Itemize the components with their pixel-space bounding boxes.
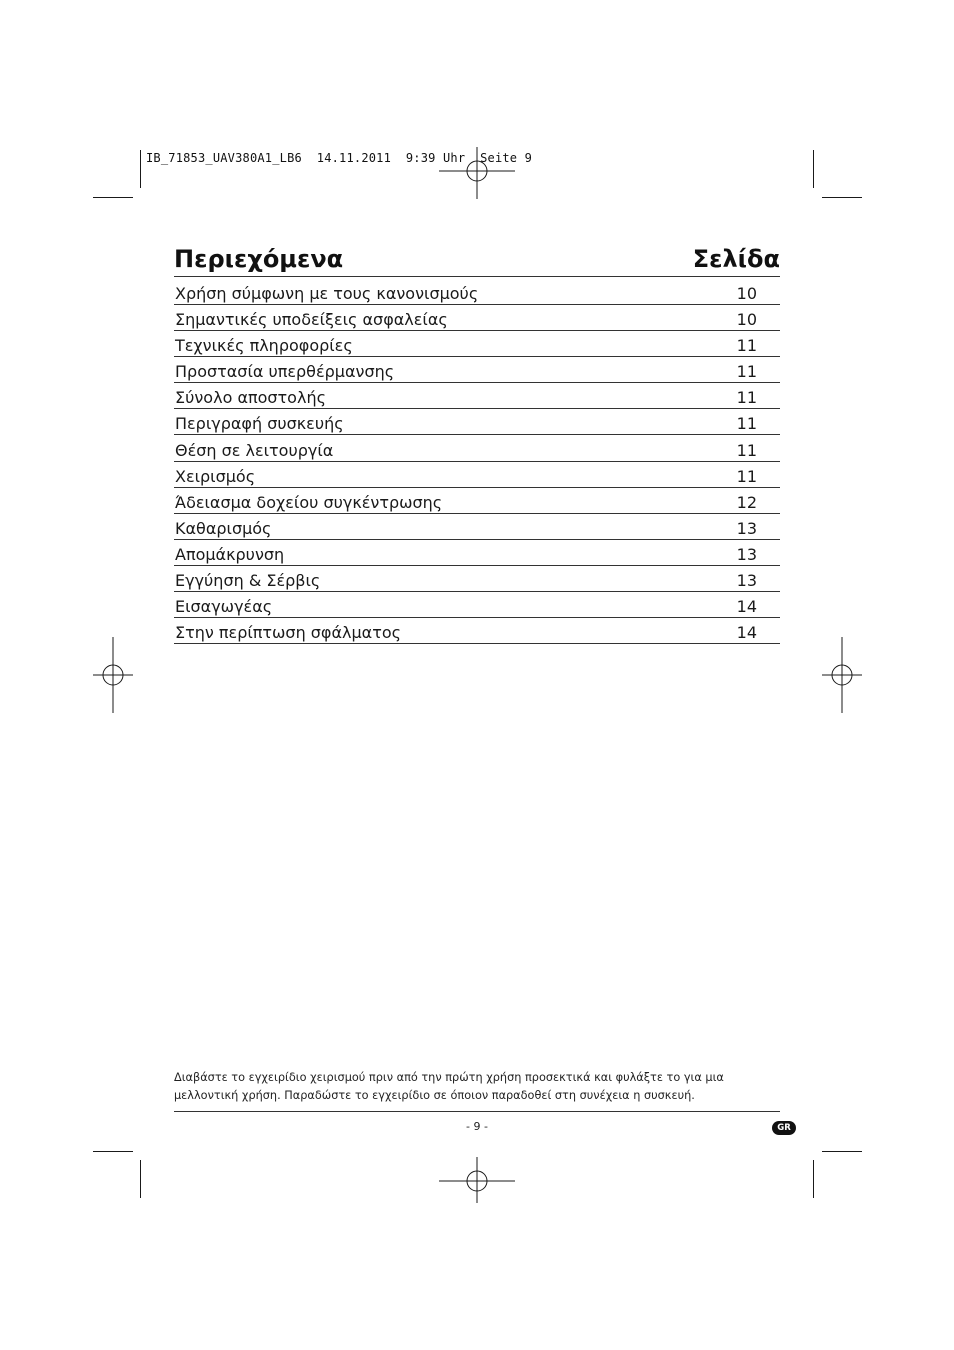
toc-entry-label: Εισαγωγέας	[175, 597, 273, 617]
toc-entry-page: 11	[736, 388, 757, 408]
registration-mark-left	[75, 637, 151, 713]
toc-entry-label: Προστασία υπερθέρμανσης	[175, 362, 395, 382]
toc-header	[174, 244, 780, 277]
language-badge: GR	[772, 1121, 796, 1135]
toc-entry[interactable]	[174, 517, 780, 540]
toc-entry[interactable]	[174, 360, 780, 383]
crop-mark-top-right-h	[822, 197, 862, 198]
page-number: - 9 -	[466, 1120, 488, 1133]
toc-entry[interactable]	[174, 621, 780, 644]
toc-entry-label: Στην περίπτωση σφάλματος	[175, 623, 402, 643]
toc-title: Περιεχόμενα	[174, 245, 344, 273]
registration-mark-bottom	[439, 1143, 515, 1219]
footer-divider	[174, 1111, 780, 1112]
toc-entry-label: Θέση σε λειτουργία	[175, 440, 334, 460]
toc-entry-label: Περιγραφή συσκευής	[175, 414, 344, 434]
toc-page-heading: Σελίδα	[692, 245, 780, 273]
toc-entry[interactable]	[174, 386, 780, 409]
toc-entry[interactable]	[174, 491, 780, 514]
crop-mark-bottom-left-v	[140, 1160, 141, 1198]
toc-entry-label: Σημαντικές υποδείξεις ασφαλείας	[175, 310, 448, 330]
manual-note: Διαβάστε το εγχειρίδιο χειρισμού πριν από την πρώτη χρήση προσεκτικά και φυλάξτε το για μια μελλοντική χρήση. Παραδώστε το εγχειρίδιο σε όποιον παραδοθεί στη συνέχεια η συσκευή.	[174, 1071, 724, 1102]
crop-mark-top-right-v	[813, 150, 814, 188]
crop-mark-bottom-right-h	[822, 1151, 862, 1152]
crop-mark-top-left-h	[93, 197, 133, 198]
toc-entry-label: Χρήση σύμφωνη με τους κανονισμούς	[175, 284, 479, 303]
toc-entry-label: Καθαρισμός	[175, 518, 272, 538]
toc-entry-page: 13	[736, 571, 757, 591]
toc-entry-page: 14	[736, 597, 757, 617]
toc-entry[interactable]	[174, 282, 780, 305]
toc-entry-page: 11	[736, 466, 757, 486]
toc-entry-page: 14	[736, 623, 757, 643]
toc-entry-label: Εγγύηση & Σέρβις	[175, 571, 321, 591]
toc-entry[interactable]	[174, 465, 780, 488]
toc-entry-page: 11	[736, 336, 757, 356]
toc-entry[interactable]	[174, 412, 780, 435]
registration-mark-top	[439, 133, 515, 209]
toc-list	[174, 282, 780, 647]
toc-entry-page: 13	[736, 518, 757, 538]
toc-entry-page: 11	[736, 414, 757, 434]
toc-entry-label: Άδειασμα δοχείου συγκέντρωσης	[175, 492, 443, 512]
toc-entry-page: 10	[736, 310, 757, 330]
toc-entry-page: 12	[736, 492, 757, 512]
toc-entry[interactable]	[174, 595, 780, 618]
crop-mark-top-left-v	[140, 150, 141, 188]
toc-entry[interactable]	[174, 569, 780, 592]
toc-entry-page: 10	[736, 284, 757, 303]
toc-entry-label: Απομάκρυνση	[175, 544, 285, 564]
toc-entry[interactable]	[174, 308, 780, 331]
toc-entry[interactable]	[174, 543, 780, 566]
crop-mark-bottom-right-v	[813, 1160, 814, 1198]
toc-entry-page: 11	[736, 440, 757, 460]
toc-entry-page: 11	[736, 362, 757, 382]
registration-mark-right	[804, 637, 880, 713]
crop-mark-bottom-left-h	[93, 1151, 133, 1152]
toc-entry[interactable]	[174, 439, 780, 462]
toc-entry-label: Χειρισμός	[175, 466, 256, 486]
toc-entry-label: Τεχνικές πληροφορίες	[175, 336, 353, 356]
print-slug: IB_71853_UAV380A1_LB6 14.11.2011 9:39 Uhr Seite 9	[146, 151, 533, 165]
toc-entry-page: 13	[736, 544, 757, 564]
toc-entry[interactable]	[174, 334, 780, 357]
toc-entry-label: Σύνολο αποστολής	[175, 388, 326, 408]
